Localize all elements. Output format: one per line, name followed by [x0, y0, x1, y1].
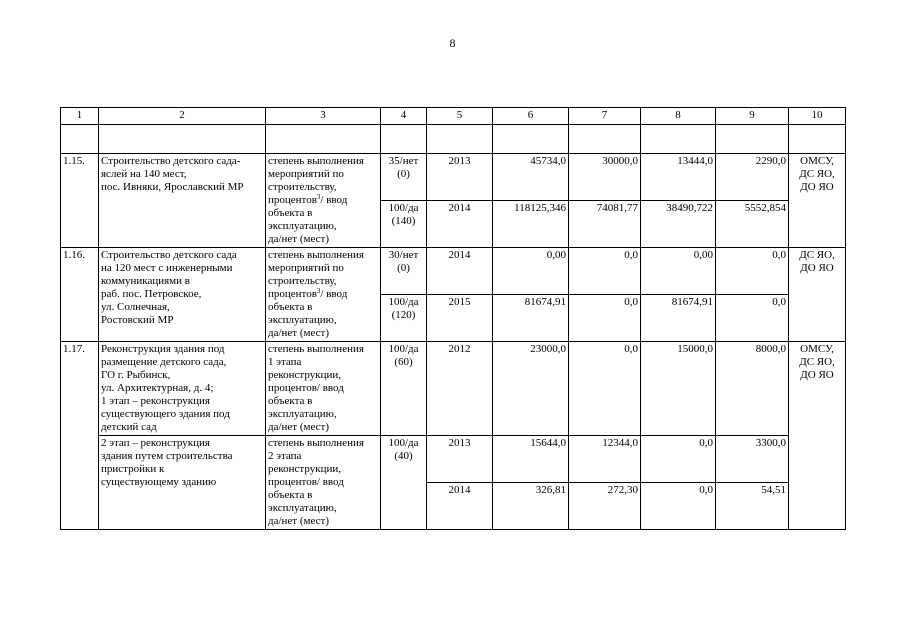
amount-col9: 3300,0 — [716, 436, 789, 483]
col-header: 2 — [99, 108, 266, 125]
col-header: 3 — [266, 108, 381, 125]
year-cell: 2013 — [427, 436, 493, 483]
object-name: 2 этап – реконструкция здания путем строительства пристройки к существующему зданию — [99, 436, 266, 530]
year-cell: 2014 — [427, 483, 493, 530]
column-numbers-row — [61, 108, 846, 125]
amount-col9: 0,0 — [716, 248, 789, 295]
indicator-text: степень выполнения мероприятий по строительству, процентов$^3$/ ввод объекта в эксплуатацию, да/нет (мест) — [266, 154, 381, 248]
amount-total: 0,00 — [493, 248, 569, 295]
year-cell: 2014 — [427, 201, 493, 248]
amount-col8: 81674,91 — [641, 295, 716, 342]
amount-col8: 0,0 — [641, 483, 716, 530]
indicator-value: 100/да (120) — [381, 295, 427, 342]
indicator-text: степень выполнения 2 этапа реконструкции, процентов/ ввод объекта в эксплуатацию, да/нет (мест) — [266, 436, 381, 530]
table-row-1-15 — [61, 154, 846, 201]
amount-col7: 74081,77 — [569, 201, 641, 248]
col-header: 1 — [61, 108, 99, 125]
indicator-value: 35/нет (0) — [381, 154, 427, 201]
col-header: 5 — [427, 108, 493, 125]
table-row-1-16 — [61, 248, 846, 295]
amount-total: 23000,0 — [493, 342, 569, 436]
year-cell: 2013 — [427, 154, 493, 201]
indicator-value: 100/да (60) — [381, 342, 427, 436]
amount-col9: 5552,854 — [716, 201, 789, 248]
amount-col7: 0,0 — [569, 295, 641, 342]
amount-col8: 0,0 — [641, 436, 716, 483]
col-header: 8 — [641, 108, 716, 125]
amount-col7: 0,0 — [569, 342, 641, 436]
col-header: 10 — [789, 108, 846, 125]
executors: ОМСУ, ДС ЯО, ДО ЯО — [789, 342, 846, 530]
year-cell: 2014 — [427, 248, 493, 295]
year-cell: 2015 — [427, 295, 493, 342]
amount-col8: 15000,0 — [641, 342, 716, 436]
amount-col8: 0,00 — [641, 248, 716, 295]
executors: ДС ЯО, ДО ЯО — [789, 248, 846, 342]
amount-col7: 272,30 — [569, 483, 641, 530]
object-name: Строительство детского сада- яслей на 140 мест, пос. Ивняки, Ярославский МР — [99, 154, 266, 248]
row-number: 1.17. — [61, 342, 99, 530]
amount-col8: 38490,722 — [641, 201, 716, 248]
indicator-value: 100/да (40) — [381, 436, 427, 530]
blank-row — [61, 125, 846, 154]
amount-col7: 0,0 — [569, 248, 641, 295]
year-cell: 2012 — [427, 342, 493, 436]
amount-total: 15644,0 — [493, 436, 569, 483]
amount-col9: 2290,0 — [716, 154, 789, 201]
amount-col7: 30000,0 — [569, 154, 641, 201]
row-number: 1.15. — [61, 154, 99, 248]
program-table — [60, 107, 846, 530]
amount-total: 81674,91 — [493, 295, 569, 342]
table-row-1-17 — [61, 342, 846, 436]
indicator-value: 100/да (140) — [381, 201, 427, 248]
amount-col9: 8000,0 — [716, 342, 789, 436]
col-header: 6 — [493, 108, 569, 125]
page-number: 8 — [449, 36, 456, 50]
amount-total: 118125,346 — [493, 201, 569, 248]
amount-total: 326,81 — [493, 483, 569, 530]
object-name: Реконструкция здания под размещение детского сада, ГО г. Рыбинск, ул. Архитектурная, д. 4; 1 этап – реконструкция существующего здания под детский сад — [99, 342, 266, 436]
amount-col9: 54,51 — [716, 483, 789, 530]
amount-col7: 12344,0 — [569, 436, 641, 483]
indicator-text: степень выполнения 1 этапа реконструкции, процентов/ ввод объекта в эксплуатацию, да/нет (мест) — [266, 342, 381, 436]
amount-total: 45734,0 — [493, 154, 569, 201]
indicator-text: степень выполнения мероприятий по строительству, процентов$^3$/ ввод объекта в эксплуатацию, да/нет (мест) — [266, 248, 381, 342]
col-header: 7 — [569, 108, 641, 125]
col-header: 4 — [381, 108, 427, 125]
object-name: Строительство детского сада на 120 мест с инженерными коммуникациями в раб. пос. Петровское, ул. Солнечная, Ростовский МР — [99, 248, 266, 342]
table-row-1-17-stage2 — [61, 436, 846, 483]
amount-col8: 13444,0 — [641, 154, 716, 201]
col-header: 9 — [716, 108, 789, 125]
executors: ОМСУ, ДС ЯО, ДО ЯО — [789, 154, 846, 248]
amount-col9: 0,0 — [716, 295, 789, 342]
row-number: 1.16. — [61, 248, 99, 342]
indicator-value: 30/нет (0) — [381, 248, 427, 295]
